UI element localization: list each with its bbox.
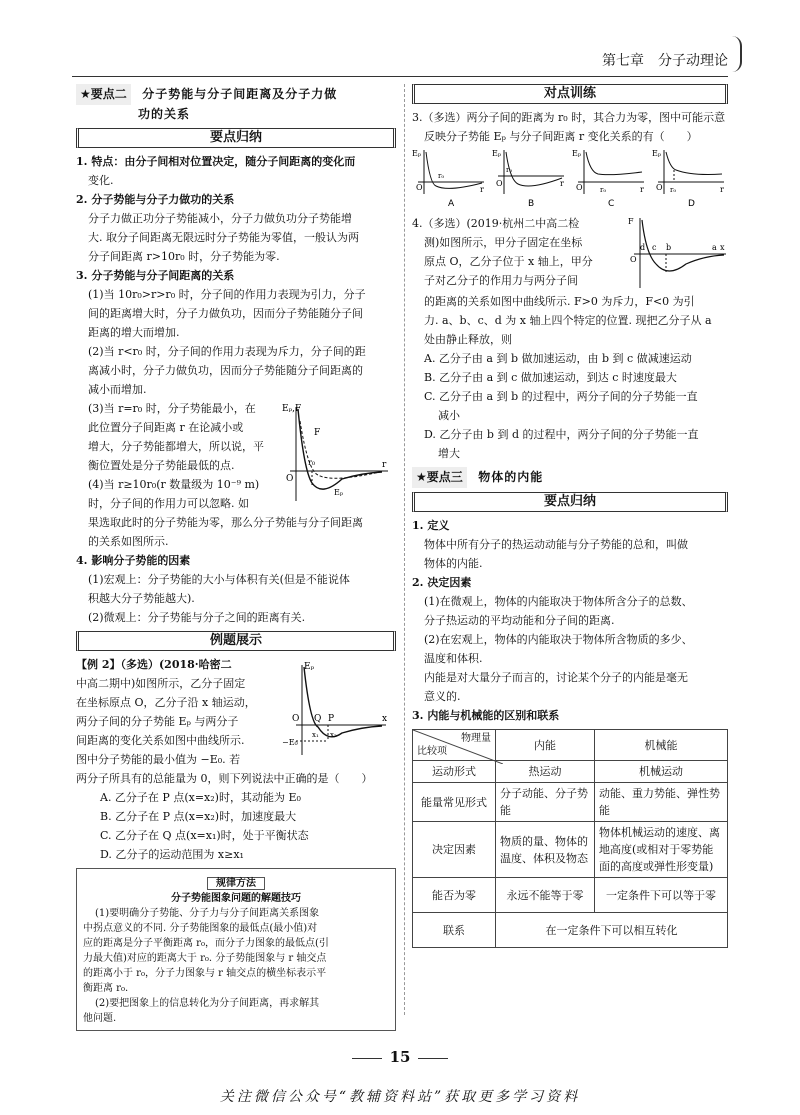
svg-text:r: r: [640, 185, 644, 194]
option-d: D. 乙分子的运动范围为 x≥x₁: [100, 848, 244, 861]
method-title: 分子势能图象问题的解题技巧: [171, 893, 301, 904]
left-column: [76, 84, 396, 1031]
table-cell: 机械运动: [595, 761, 728, 783]
svg-text:x₁: x₁: [312, 731, 319, 739]
box-key-points: 要点归纳: [76, 128, 396, 148]
section-title: 物体的内能: [478, 470, 544, 484]
text-line: 衡位置处是分子势能最低的点.: [88, 459, 235, 472]
svg-text:Eₚ: Eₚ: [572, 149, 582, 158]
section-tag: ★要点三: [412, 467, 467, 488]
table-header: 内能: [496, 730, 595, 761]
text-line: (1)宏观上：分子势能的大小与体积有关(但是不能说体: [88, 573, 350, 586]
text-line: 的关系如图所示.: [88, 535, 169, 548]
header-rule: [72, 76, 728, 77]
section-heading-2: [76, 84, 396, 105]
svg-text:O: O: [416, 183, 423, 192]
svg-text:F: F: [314, 428, 321, 438]
table-cell: 能量常见形式: [413, 783, 496, 822]
text-line: 两分子间的分子势能 Eₚ 与两分子: [76, 715, 239, 728]
question-4: 4.（多选）(2019·杭州二中高二检: [412, 217, 580, 230]
text-line: 的距离的关系如图中曲线所示. F>0 为斥力，F<0 为引: [424, 295, 695, 308]
text-line: 子对乙分子的作用力与两分子间: [424, 274, 578, 287]
text-line: 在坐标原点 O，乙分子沿 x 轴运动，: [76, 696, 256, 709]
text-line: 物体的内能.: [424, 557, 483, 570]
table-row: [413, 913, 728, 948]
text-line: (2)在宏观上，物体的内能取决于物体所含物质的多少、: [424, 633, 693, 646]
text-line: 意义的.: [424, 690, 461, 703]
box-examples: 例题展示: [76, 631, 396, 651]
comparison-table: [412, 729, 728, 948]
text-line: 3. 分子势能与分子间距离的关系: [76, 269, 235, 282]
method-tag-row: [83, 871, 389, 891]
q4-force-graph: [626, 214, 728, 292]
graph-label-d: D: [688, 199, 695, 209]
option-d: D. 乙分子由 b 到 d 的过程中，两分子间的分子势能一直: [424, 428, 699, 441]
svg-text:Q: Q: [314, 714, 322, 724]
text-line: 变化.: [88, 174, 114, 187]
svg-text:r₀: r₀: [600, 186, 607, 194]
svg-text:O: O: [496, 179, 503, 188]
text-line: 时，分子间的作用力可以忽略. 如: [88, 497, 249, 510]
table-cell: 决定因素: [413, 822, 496, 878]
svg-text:r₀: r₀: [308, 458, 316, 467]
table-header: 机械能: [595, 730, 728, 761]
text-line: (2)当 r<r₀ 时，分子间的作用力表现为斥力，分子间的距: [88, 345, 366, 358]
corner-top: 物理量: [461, 733, 491, 744]
text-line: 他问题.: [83, 1013, 117, 1024]
graph-c: [572, 149, 644, 209]
graph-label-c: C: [608, 199, 615, 209]
option-c-cont: 减小: [438, 409, 460, 422]
svg-text:Eₚ: Eₚ: [412, 149, 422, 158]
section-title: 分子势能与分子间距离及分子力做: [142, 87, 338, 101]
text-line: 物体中所有分子的热运动动能与分子势能的总和，叫做: [424, 538, 688, 551]
option-d-cont: 增大: [438, 447, 460, 460]
graph-b: [492, 149, 564, 209]
svg-text:Eₚ,F: Eₚ,F: [282, 404, 302, 414]
table-cell: 联系: [413, 913, 496, 948]
text-line: 间的距离增大时，分子力做负功，因而分子势能随分子间: [88, 307, 363, 320]
table-cell: 动能、重力势能、弹性势能: [595, 783, 728, 822]
svg-text:a: a: [712, 243, 717, 252]
q4-block: [412, 214, 728, 292]
q3-graphs: [412, 146, 728, 210]
text-line: (1)要明确分子势能、分子力与分子间距离关系图象: [95, 908, 320, 919]
text-line: 距离的增大而增加.: [88, 326, 180, 339]
svg-text:O: O: [630, 255, 637, 264]
svg-text:x: x: [382, 714, 388, 724]
text-line: 中拐点意义的不同. 分子势能图象的最低点(最小值)对: [83, 923, 318, 934]
text-line: 果选取此时的分子势能为零，那么分子势能与分子间距离: [88, 516, 363, 529]
section-tag: ★要点二: [76, 84, 131, 105]
svg-text:c: c: [652, 243, 657, 252]
table-cell: 永远不能等于零: [496, 878, 595, 913]
table-cell: 物质的量、物体的温度、体积及物态: [496, 822, 595, 878]
table-row: [413, 783, 728, 822]
svg-text:r₀: r₀: [438, 172, 445, 180]
section-title-cont: 功的关系: [138, 107, 191, 121]
box-practice: 对点训练: [412, 84, 728, 104]
page-number: [0, 1048, 800, 1066]
svg-text:Eₚ: Eₚ: [304, 662, 315, 672]
table-row: [413, 822, 728, 878]
example-block: [76, 655, 396, 789]
text-line: 应的距离是分子平衡距离 r₀，而分子力图象的最低点(引: [83, 938, 329, 949]
text-line: 原点 O，乙分子位于 x 轴上，甲分: [424, 255, 593, 268]
table-cell: 热运动: [496, 761, 595, 783]
svg-text:O: O: [292, 714, 300, 724]
table-corner: [413, 730, 496, 761]
question-3-cont: 反映分子势能 Eₚ 与分子间距离 r 变化关系的有（ ）: [424, 130, 698, 143]
graph-label-a: A: [448, 199, 455, 209]
text-line: 2. 决定因素: [412, 576, 472, 589]
text-line: (3)当 r=r₀ 时，分子势能最小，在: [88, 402, 256, 415]
corner-bottom: 比较项: [417, 746, 447, 757]
graph-a: [412, 149, 484, 209]
column-divider: [404, 84, 405, 1015]
table-cell: 能否为零: [413, 878, 496, 913]
svg-text:r₀: r₀: [506, 166, 513, 174]
text-line: 两分子所具有的总能量为 0，则下列说法中正确的是（ ）: [76, 772, 373, 785]
svg-text:x₂: x₂: [330, 731, 337, 739]
svg-text:r₀: r₀: [670, 186, 677, 194]
svg-text:Eₚ: Eₚ: [492, 149, 502, 158]
svg-text:r: r: [382, 460, 387, 470]
text-line: 处由静止释放，则: [424, 333, 512, 346]
text-line: 衡距离 r₀.: [83, 983, 129, 994]
option-a: A. 乙分子由 a 到 b 做加速运动，由 b 到 c 做减速运动: [424, 352, 692, 365]
text-line: 积越大分子势能越大).: [88, 592, 195, 605]
svg-text:d: d: [640, 243, 646, 252]
footer-note: 关注微信公众号“教辅资料站”获取更多学习资料: [219, 1089, 581, 1105]
svg-text:O: O: [576, 183, 583, 192]
svg-text:b: b: [666, 243, 672, 252]
example-graph: [282, 659, 392, 763]
table-cell: 运动形式: [413, 761, 496, 783]
text-line: 内能是对大量分子而言的，讨论某个分子的内能是毫无: [424, 671, 688, 684]
svg-text:Eₚ: Eₚ: [652, 149, 662, 158]
method-box: [76, 868, 396, 1031]
svg-text:F: F: [628, 217, 634, 226]
text-line: 分子间距离 r>10r₀ 时，分子势能为零.: [88, 250, 280, 263]
text-line: 中高二期中)如图所示，乙分子固定: [76, 677, 246, 690]
section-heading-3: [412, 467, 728, 488]
text-line: 力最大值)对应的距离大于 r₀. 分子势能图象与 r 轴交点: [83, 953, 327, 964]
text-line: 间距离的变化关系如图中曲线所示.: [76, 734, 245, 747]
svg-text:O: O: [286, 474, 294, 484]
text-line: 增大，分子势能都增大，所以说，平: [88, 440, 264, 453]
option-b: B. 乙分子在 P 点(x=x₂)时，加速度最大: [100, 810, 297, 823]
text-line: 离减小时，分子力做负功，因而分子势能随分子间距离的: [88, 364, 363, 377]
svg-text:r: r: [480, 185, 484, 194]
text-line: 力. a、b、c、d 为 x 轴上四个特定的位置. 现把乙分子从 a: [424, 314, 712, 327]
potential-force-graph: [282, 401, 392, 511]
svg-text:Eₚ: Eₚ: [334, 488, 344, 497]
table-cell: 物体机械运动的速度、离地高度(或相对于零势能面的高度或弹性形变量): [595, 822, 728, 878]
text-line: 1. 定义: [412, 519, 450, 532]
table-row: [413, 878, 728, 913]
method-tag: 规律方法: [207, 877, 265, 890]
text-line: (1)当 10r₀>r>r₀ 时，分子间的作用力表现为引力，分子: [88, 288, 366, 301]
svg-text:−E₀: −E₀: [282, 738, 298, 747]
graph-d: [652, 149, 724, 209]
text-line: 分子热运动的平均动能和分子间的距离.: [424, 614, 615, 627]
text-line: (2)要把图象上的信息转化为分子间距离，再求解其: [95, 998, 320, 1009]
table-cell: 在一定条件下可以相互转化: [496, 913, 728, 948]
text-line: 温度和体积.: [424, 652, 483, 665]
figure-block: [76, 399, 396, 513]
text-line: 大. 取分子间距离无限远时分子势能为零值，一般认为两: [88, 231, 359, 244]
box-key-points-2: 要点归纳: [412, 492, 728, 512]
text-line: 分子力做正功分子势能减小，分子力做负功分子势能增: [88, 212, 352, 225]
option-a: A. 乙分子在 P 点(x=x₂)时，其动能为 E₀: [100, 791, 301, 804]
text-line: 的距离小于 r₀，分子力图象与 r 轴交点的横坐标表示平: [83, 968, 327, 979]
question-3: 3.（多选）两分子间的距离为 r₀ 时，其合力为零，图中可能示意: [412, 111, 726, 124]
graph-label-b: B: [528, 199, 535, 209]
option-b: B. 乙分子由 a 到 c 做加速运动，到达 c 时速度最大: [424, 371, 677, 384]
text-line: 减小而增加.: [88, 383, 147, 396]
text-line: (1)在微观上，物体的内能取决于物体所含分子的总数、: [424, 595, 693, 608]
text-line: 3. 内能与机械能的区别和联系: [412, 709, 560, 722]
option-c: C. 乙分子在 Q 点(x=x₁)时，处于平衡状态: [100, 829, 309, 842]
text-line: 图中分子势能的最小值为 −E₀. 若: [76, 753, 241, 766]
svg-text:r: r: [720, 185, 724, 194]
svg-text:O: O: [656, 183, 663, 192]
svg-text:r: r: [560, 179, 564, 188]
svg-text:x: x: [720, 243, 725, 252]
text-line: 1. 特点：由分子间相对位置决定，随分子间距离的变化而: [76, 155, 356, 168]
right-column: [412, 84, 728, 948]
text-line: 2. 分子势能与分子力做功的关系: [76, 193, 235, 206]
text-line: 测)如图所示，甲分子固定在坐标: [424, 236, 583, 249]
table-cell: 分子动能、分子势能: [496, 783, 595, 822]
text-line: (2)微观上：分子势能与分子之间的距离有关.: [88, 611, 306, 624]
example-label: 【例 2】（多选）(2018·哈密二: [76, 658, 232, 671]
header-bracket: [732, 36, 742, 72]
page-number-value: 15: [389, 1048, 411, 1066]
chapter-header: 第七章 分子动理论: [602, 53, 728, 69]
text-line: 4. 影响分子势能的因素: [76, 554, 191, 567]
text-line: (4)当 r≥10r₀(r 数量级为 10⁻⁹ m): [88, 478, 260, 491]
table-header-row: [413, 730, 728, 761]
text-line: 此位置分子间距离 r 在论减小或: [88, 421, 244, 434]
option-c: C. 乙分子由 a 到 b 的过程中，两分子间的分子势能一直: [424, 390, 698, 403]
table-cell: 一定条件下可以等于零: [595, 878, 728, 913]
svg-text:P: P: [328, 714, 335, 724]
